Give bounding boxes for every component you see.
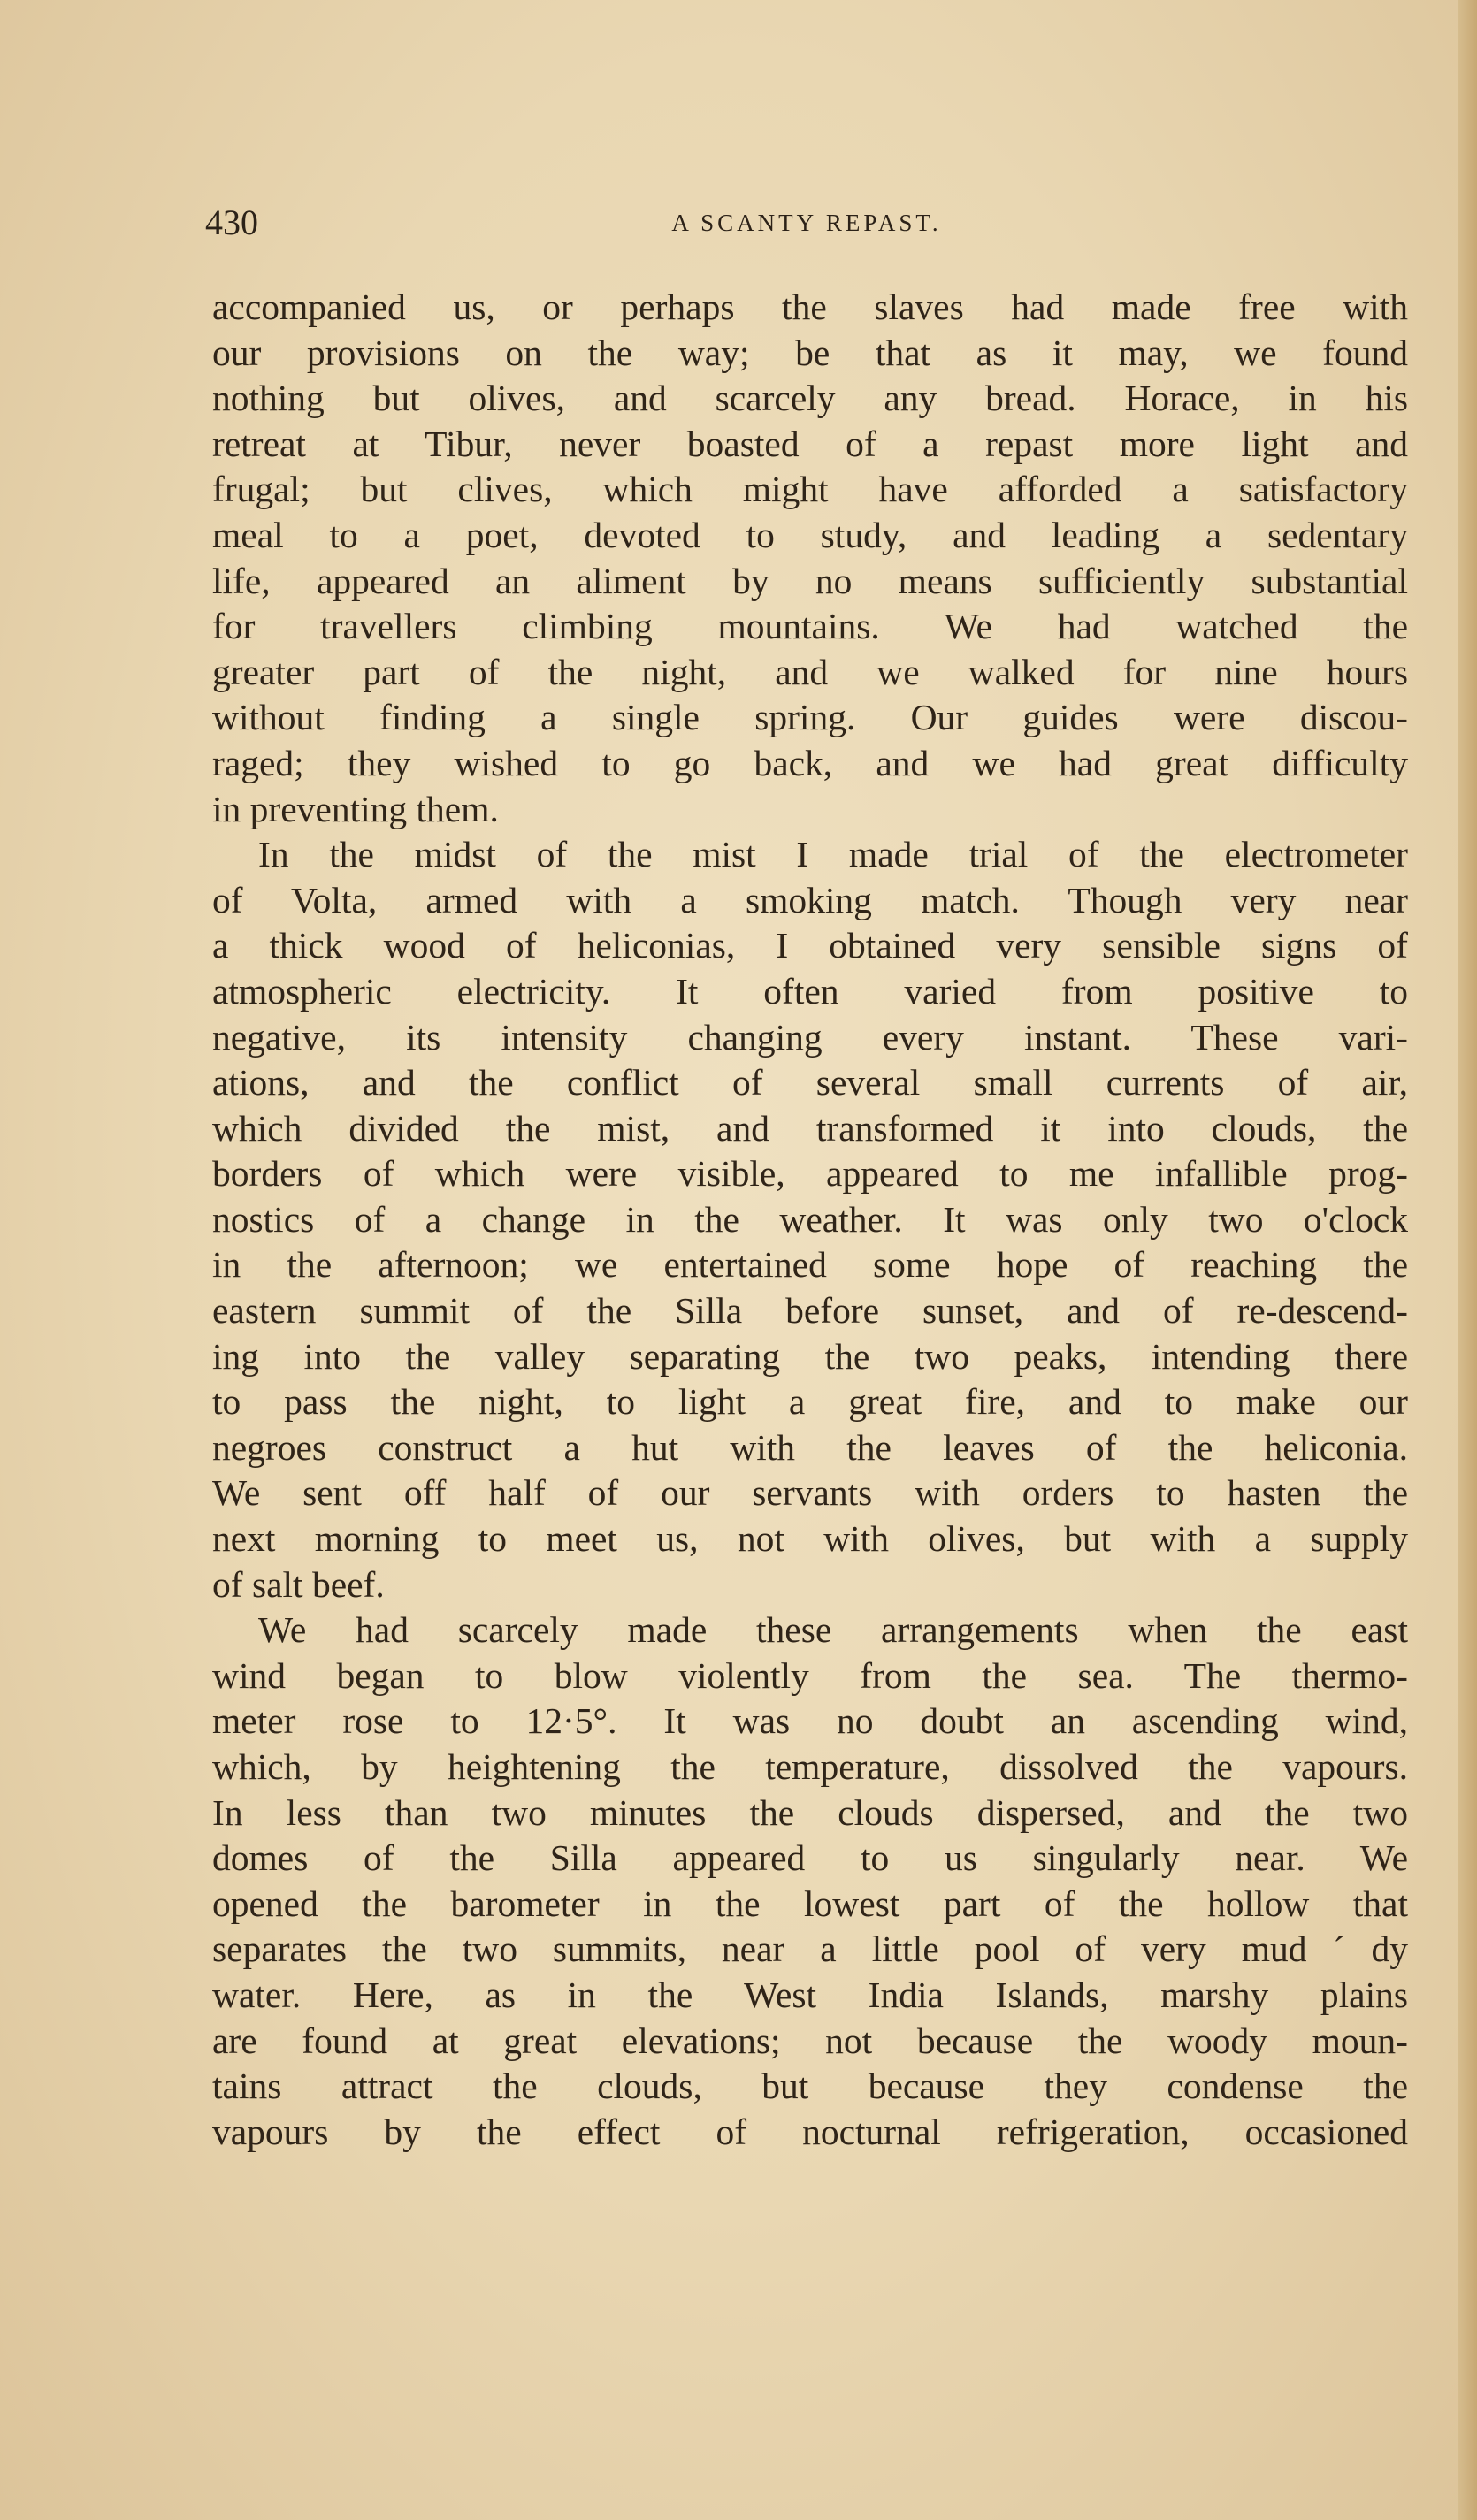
text-line: negroes construct a hut with the leaves of the heliconia.: [212, 1426, 1408, 1468]
text-line: meter rose to 12·5°. It was no doubt an ascending wind,: [212, 1700, 1408, 1742]
page-number: 430: [205, 202, 258, 242]
text-line: In the midst of the mist I made trial of the electrometer: [258, 834, 1408, 875]
text-line: tains attract the clouds, but because they condense the: [212, 2066, 1408, 2107]
text-line: negative, its intensity changing every instant. These vari-: [212, 1016, 1408, 1058]
text-line: our provisions on the way; be that as it may, we found: [212, 332, 1408, 373]
text-line: meal to a poet, devoted to study, and leading a sedentary: [212, 514, 1408, 555]
text-line: ations, and the conflict of several small currents of air,: [212, 1062, 1408, 1103]
paragraph-1: [212, 285, 1408, 832]
page-header: [205, 196, 1408, 249]
text-line: retreat at Tibur, never boasted of a repast more light and: [212, 423, 1408, 464]
text-line: We had scarcely made these arrangements when the east: [258, 1609, 1408, 1651]
text-line-last: in preventing them.: [212, 788, 499, 829]
text-line: eastern summit of the Silla before sunset, and of re-descend-: [212, 1290, 1408, 1332]
text-line: We sent off half of our servants with orders to hasten the: [212, 1472, 1408, 1514]
text-line: for travellers climbing mountains. We had watched the: [212, 606, 1408, 647]
text-line: water. Here, as in the West India Islands, marshy plains: [212, 1974, 1408, 2015]
body-text: [212, 285, 1408, 2155]
text-line: accompanied us, or perhaps the slaves had made free with: [212, 286, 1408, 327]
text-line: to pass the night, to light a great fire, and to make our: [212, 1381, 1408, 1423]
text-line: nothing but olives, and scarcely any bread. Horace, in his: [212, 378, 1408, 419]
text-line: of Volta, armed with a smoking match. Though very near: [212, 879, 1408, 920]
text-line: frugal; but clives, which might have afforded a satisfactory: [212, 469, 1408, 510]
text-line: are found at great elevations; not because the woody moun-: [212, 2020, 1408, 2061]
text-line: nostics of a change in the weather. It was only two o'clock: [212, 1198, 1408, 1240]
paragraph-3: [212, 1607, 1408, 2155]
text-line: ing into the valley separating the two peaks, intending there: [212, 1335, 1408, 1377]
text-line: domes of the Silla appeared to us singularly near. We: [212, 1837, 1408, 1879]
text-line: which, by heightening the temperature, dissolved the vapours.: [212, 1746, 1408, 1787]
page-edge: [1458, 0, 1477, 2520]
text-line: vapours by the effect of nocturnal refrigeration, occasioned: [212, 2111, 1408, 2152]
text-line: which divided the mist, and transformed it into clouds, the: [212, 1107, 1408, 1149]
text-line: atmospheric electricity. It often varied from positive to: [212, 970, 1408, 1012]
text-line: wind began to blow violently from the sea. The thermo-: [212, 1654, 1408, 1696]
text-line: raged; they wished to go back, and we had great difficulty: [212, 742, 1408, 783]
text-line: next morning to meet us, not with olives, but with a supply: [212, 1518, 1408, 1560]
text-line: In less than two minutes the clouds dispersed, and the two: [212, 1791, 1408, 1833]
text-line-last: of salt beef.: [212, 1563, 385, 1605]
text-line: in the afternoon; we entertained some hope of reaching the: [212, 1244, 1408, 1286]
text-line: a thick wood of heliconias, I obtained very sensible signs of: [212, 925, 1408, 966]
text-line: greater part of the night, and we walked for nine hours: [212, 651, 1408, 692]
text-line: without finding a single spring. Our guides were discou-: [212, 697, 1408, 738]
text-line: separates the two summits, near a little pool of very mudˊdy: [212, 1928, 1408, 1970]
text-line: life, appeared an aliment by no means sufficiently substantial: [212, 560, 1408, 601]
running-title: A SCANTY REPAST.: [671, 210, 942, 236]
text-line: borders of which were visible, appeared to me infallible prog-: [212, 1153, 1408, 1195]
paragraph-2: [212, 832, 1408, 1607]
text-line: opened the barometer in the lowest part of the hollow that: [212, 1882, 1408, 1924]
